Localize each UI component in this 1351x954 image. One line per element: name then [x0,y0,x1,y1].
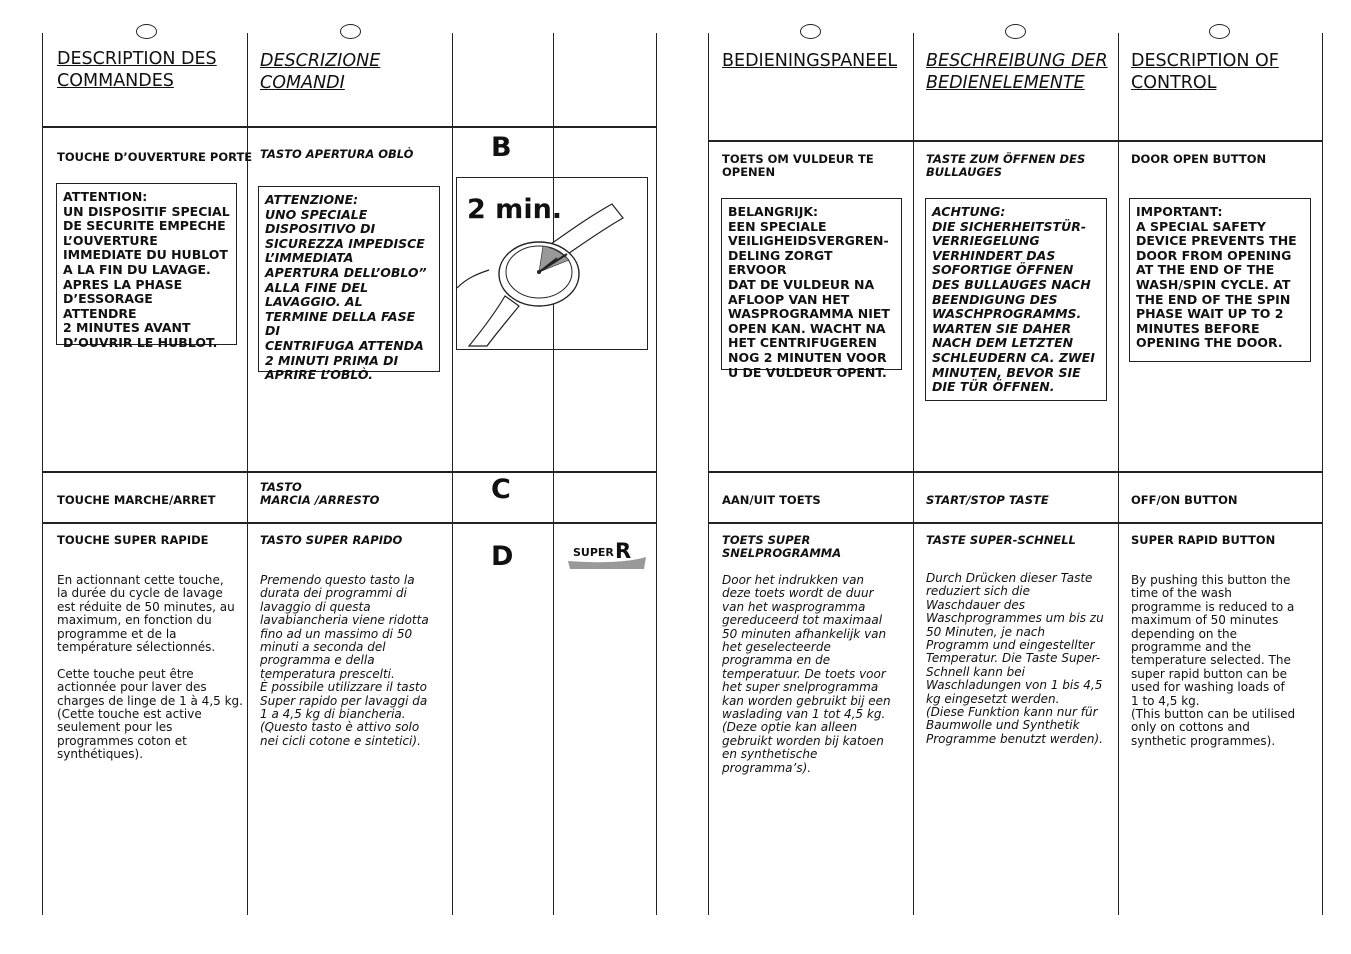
super-rapid-icon [566,541,648,571]
super-icon-text: SUPER [573,546,614,559]
grid-line [247,33,248,915]
grid-line [452,33,453,915]
language-marker-circle [1209,24,1230,39]
door-button-label-it: TASTO APERTURA OBLÒ [260,147,414,161]
door-notice-en: IMPORTANT: A SPECIAL SAFETY DEVICE PREVENTS THE DOOR FROM OPENING AT THE END OF THE WASH/SPIN CYCLE. AT THE END OF THE SPIN PHASE WAIT UP TO 2 MINUTES BEFORE OPENING THE DOOR. [1129,198,1311,362]
language-marker-circle [1005,24,1026,39]
watch-time-label: 2 min. [467,194,563,225]
door-button-label-fr: TOUCHE D’OUVERTURE PORTE [57,150,253,164]
grid-line [913,33,914,915]
label-letter-c: C [491,474,511,505]
grid-line [1118,33,1119,915]
grid-line [656,33,657,915]
super-rapid-label-en: SUPER RAPID BUTTON [1131,533,1276,547]
grid-line [42,522,656,524]
door-button-label-en: DOOR OPEN BUTTON [1131,152,1267,166]
language-marker-circle [800,24,821,39]
section-heading-de: BESCHREIBUNG DER BEDIENELEMENTE [926,51,1108,93]
grid-line [1322,33,1323,915]
language-marker-circle [136,24,157,39]
door-notice-fr: ATTENTION: UN DISPOSITIF SPECIAL DE SECURITE EMPECHE L’OUVERTURE IMMEDIATE DU HUBLOT A LA FIN DU LAVAGE. APRES LA PHASE D’ESSORAGE ATTENDRE 2 MINUTES AVANT D’OUVRIR LE HUBLOT. [56,183,237,345]
super-rapid-text-fr: En actionnant cette touche, la durée du cycle de lavage est réduite de 50 minutes, au maximum, en fonction du programme et de la température sélectionnés. Cette touche peut être actionnée pour laver des charges de linge de 1 à 4,5 kg. (Cette touche est active seulement pour les programmes coton et synthétiques). [57,573,243,762]
watch-illustration [456,177,648,350]
super-rapid-label-fr: TOUCHE SUPER RAPIDE [57,533,209,547]
grid-line [708,522,1323,524]
super-rapid-label-it: TASTO SUPER RAPIDO [260,533,403,547]
grid-line [42,33,43,915]
onoff-button-label-it: TASTO MARCIA /ARRESTO [260,480,380,507]
section-heading-fr: DESCRIPTION DES COMMANDES [57,49,217,91]
super-rapid-text-it: Premendo questo tasto la durata dei programmi di lavaggio di questa lavabiancheria viene ridotta fino ad un massimo di 50 minuti a seconda del programma e della temperatura prescelti. È possibile utilizzare il tasto Super rapido per lavaggi da 1 a 4,5 kg di biancheria. (Questo tasto è attivo solo nei cicli cotone e sintetici). [260,573,429,748]
section-heading-nl: BEDIENINGSPANEEL [722,51,898,71]
grid-line [42,471,656,473]
onoff-button-label-fr: TOUCHE MARCHE/ARRET [57,493,216,507]
grid-line [708,140,1323,142]
label-letter-d: D [491,541,514,572]
super-rapid-label-nl: TOETS SUPER SNELPROGRAMMA [722,533,842,560]
door-notice-de: ACHTUNG: DIE SICHERHEITSTÜR- VERRIEGELUNG VERHINDERT DAS SOFORTIGE ÖFFNEN DES BULLAUGES NACH BEENDIGUNG DES WASCHPROGRAMMS. WARTEN SIE DAHER NACH DEM LETZTEN SCHLEUDERN CA. ZWEI MINUTEN, BEVOR SIE DIE TÜR ÖFFNEN. [925,198,1107,401]
onoff-button-label-nl: AAN/UIT TOETS [722,493,821,507]
super-icon-letter: R [615,539,632,563]
onoff-button-label-en: OFF/ON BUTTON [1131,493,1238,507]
super-rapid-text-de: Durch Drücken dieser Taste reduziert sich die Waschdauer des Waschprogrammes um bis zu 50 Minuten, je nach Programm und eingestellter Temperatur. Die Taste Super- Schnell kann bei Waschladungen von 1 bis 4,5 kg eingesetzt werden. (Diese Funktion kann nur für Baumwolle und Synthetik Programme benutzt werden). [926,571,1104,746]
door-notice-nl: BELANGRIJK: EEN SPECIALE VEILIGHEIDSVERGREN- DELING ZORGT ERVOOR DAT DE VULDEUR NA AFLOOP VAN HET WASPROGRAMMA NIET OPEN KAN. WACHT NA HET CENTRIFUGEREN NOG 2 MINUTEN VOOR U DE VULDEUR OPENT. [721,198,902,370]
super-rapid-text-en: By pushing this button the time of the wash programme is reduced to a maximum of 50 minutes depending on the programme and the temperature selected. The super rapid button can be used for washing loads of 1 to 4,5 kg. (This button can be utilised only on cottons and synthetic programmes). [1131,573,1296,748]
onoff-button-label-de: START/STOP TASTE [926,493,1049,507]
grid-line [42,126,656,128]
door-button-label-nl: TOETS OM VULDEUR TE OPENEN [722,152,874,179]
door-notice-it: ATTENZIONE: UNO SPECIALE DISPOSITIVO DI SICUREZZA IMPEDISCE L’IMMEDIATA APERTURA DELL’OBLO” ALLA FINE DEL LAVAGGIO. AL TERMINE DELLA FASE DI CENTRIFUGA ATTENDA 2 MINUTI PRIMA DI APRIRE L’OBLÒ. [258,186,440,372]
label-letter-b: B [491,132,512,163]
super-rapid-label-de: TASTE SUPER-SCHNELL [926,533,1076,547]
section-heading-it: DESCRIZIONE COMANDI [260,51,381,93]
door-button-label-de: TASTE ZUM ÖFFNEN DES BULLAUGES [926,152,1086,179]
language-marker-circle [340,24,361,39]
grid-line [708,33,709,915]
grid-line [553,33,554,915]
grid-line [708,471,1323,473]
super-rapid-text-nl: Door het indrukken van deze toets wordt de duur van het wasprogramma gereduceerd tot maximaal 50 minuten afhankelijk van het geselecteerde programma en de temperatuur. De toets voor het super snelprogramma kan worden gebruikt bij een waslading van 1 tot 4,5 kg. (Deze optie kan alleen gebruikt worden bij katoen en synthetische programma’s). [722,573,891,775]
section-heading-en: DESCRIPTION OF CONTROL [1131,51,1279,93]
